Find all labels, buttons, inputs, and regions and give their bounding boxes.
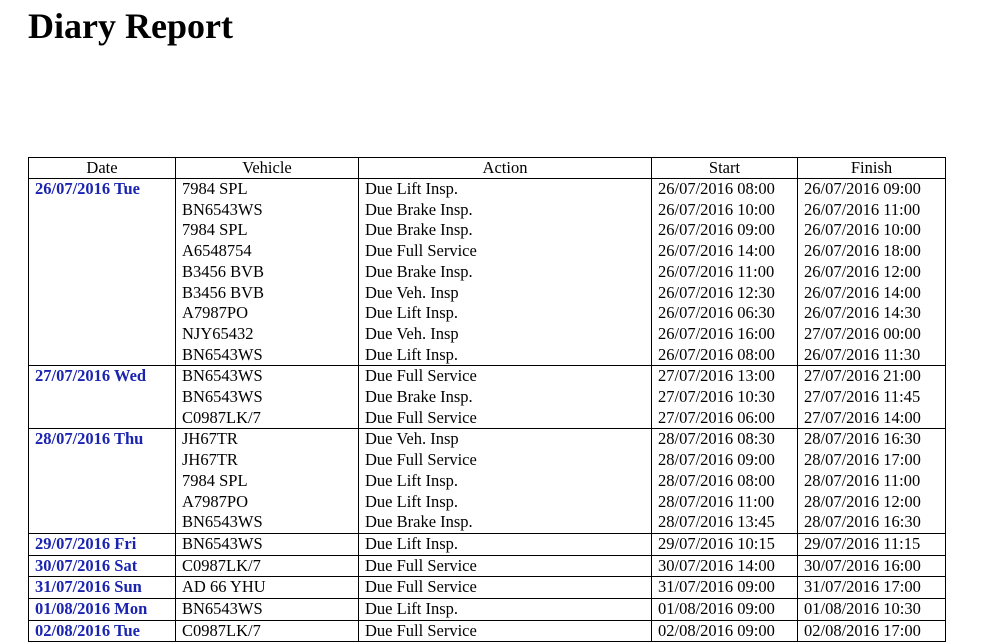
- table-row: [29, 450, 946, 471]
- vehicle-cell: C0987LK/7: [176, 620, 359, 642]
- table-row: [29, 366, 946, 387]
- finish-cell: 26/07/2016 14:30: [798, 303, 946, 324]
- date-cell: [29, 283, 176, 304]
- start-cell: 02/08/2016 09:00: [652, 620, 798, 642]
- table-row: [29, 262, 946, 283]
- start-cell: 26/07/2016 10:00: [652, 200, 798, 221]
- date-cell: 30/07/2016 Sat: [29, 555, 176, 577]
- finish-cell: 28/07/2016 12:00: [798, 492, 946, 513]
- action-cell: Due Full Service: [359, 241, 652, 262]
- start-cell: 26/07/2016 06:30: [652, 303, 798, 324]
- table-row: [29, 303, 946, 324]
- date-cell: [29, 492, 176, 513]
- vehicle-cell: A7987PO: [176, 492, 359, 513]
- start-cell: 28/07/2016 08:00: [652, 471, 798, 492]
- diary-table: [28, 157, 946, 642]
- vehicle-cell: BN6543WS: [176, 345, 359, 366]
- finish-cell: 30/07/2016 16:00: [798, 555, 946, 577]
- date-cell: [29, 241, 176, 262]
- table-row: [29, 387, 946, 408]
- date-cell: 31/07/2016 Sun: [29, 577, 176, 599]
- vehicle-cell: 7984 SPL: [176, 179, 359, 200]
- vehicle-cell: BN6543WS: [176, 599, 359, 621]
- table-row: [29, 345, 946, 366]
- finish-cell: 26/07/2016 11:00: [798, 200, 946, 221]
- finish-cell: 26/07/2016 12:00: [798, 262, 946, 283]
- finish-cell: 28/07/2016 11:00: [798, 471, 946, 492]
- table-row: [29, 555, 946, 577]
- start-cell: 26/07/2016 11:00: [652, 262, 798, 283]
- vehicle-cell: A7987PO: [176, 303, 359, 324]
- vehicle-cell: B3456 BVB: [176, 262, 359, 283]
- vehicle-cell: C0987LK/7: [176, 408, 359, 429]
- start-cell: 26/07/2016 08:00: [652, 345, 798, 366]
- action-cell: Due Brake Insp.: [359, 387, 652, 408]
- date-cell: [29, 450, 176, 471]
- finish-cell: 27/07/2016 11:45: [798, 387, 946, 408]
- finish-cell: 26/07/2016 10:00: [798, 220, 946, 241]
- vehicle-cell: BN6543WS: [176, 512, 359, 533]
- date-cell: [29, 324, 176, 345]
- column-header-action: Action: [359, 158, 652, 179]
- action-cell: Due Full Service: [359, 408, 652, 429]
- table-row: [29, 620, 946, 642]
- date-cell: [29, 512, 176, 533]
- action-cell: Due Brake Insp.: [359, 262, 652, 283]
- vehicle-cell: BN6543WS: [176, 533, 359, 555]
- action-cell: Due Lift Insp.: [359, 345, 652, 366]
- date-cell: 26/07/2016 Tue: [29, 179, 176, 200]
- finish-cell: 28/07/2016 16:30: [798, 512, 946, 533]
- start-cell: 28/07/2016 09:00: [652, 450, 798, 471]
- action-cell: Due Brake Insp.: [359, 512, 652, 533]
- date-cell: 02/08/2016 Tue: [29, 620, 176, 642]
- table-row: [29, 324, 946, 345]
- date-cell: [29, 408, 176, 429]
- finish-cell: 27/07/2016 00:00: [798, 324, 946, 345]
- start-cell: 28/07/2016 08:30: [652, 429, 798, 450]
- start-cell: 26/07/2016 08:00: [652, 179, 798, 200]
- column-header-finish: Finish: [798, 158, 946, 179]
- table-row: [29, 599, 946, 621]
- finish-cell: 26/07/2016 14:00: [798, 283, 946, 304]
- action-cell: Due Lift Insp.: [359, 471, 652, 492]
- finish-cell: 27/07/2016 14:00: [798, 408, 946, 429]
- finish-cell: 29/07/2016 11:15: [798, 533, 946, 555]
- start-cell: 26/07/2016 14:00: [652, 241, 798, 262]
- date-cell: 01/08/2016 Mon: [29, 599, 176, 621]
- vehicle-cell: BN6543WS: [176, 200, 359, 221]
- vehicle-cell: NJY65432: [176, 324, 359, 345]
- finish-cell: 01/08/2016 10:30: [798, 599, 946, 621]
- action-cell: Due Lift Insp.: [359, 599, 652, 621]
- action-cell: Due Full Service: [359, 366, 652, 387]
- action-cell: Due Full Service: [359, 577, 652, 599]
- vehicle-cell: 7984 SPL: [176, 220, 359, 241]
- date-cell: 27/07/2016 Wed: [29, 366, 176, 387]
- table-row: [29, 283, 946, 304]
- table-row: [29, 533, 946, 555]
- finish-cell: 28/07/2016 16:30: [798, 429, 946, 450]
- start-cell: 27/07/2016 06:00: [652, 408, 798, 429]
- header-row: [29, 158, 946, 179]
- action-cell: Due Full Service: [359, 620, 652, 642]
- action-cell: Due Veh. Insp: [359, 324, 652, 345]
- date-cell: [29, 200, 176, 221]
- table-row: [29, 492, 946, 513]
- table-row: [29, 200, 946, 221]
- action-cell: Due Lift Insp.: [359, 179, 652, 200]
- finish-cell: 26/07/2016 18:00: [798, 241, 946, 262]
- table-row: [29, 179, 946, 200]
- start-cell: 30/07/2016 14:00: [652, 555, 798, 577]
- vehicle-cell: C0987LK/7: [176, 555, 359, 577]
- action-cell: Due Full Service: [359, 450, 652, 471]
- table-row: [29, 471, 946, 492]
- vehicle-cell: JH67TR: [176, 450, 359, 471]
- start-cell: 27/07/2016 10:30: [652, 387, 798, 408]
- vehicle-cell: BN6543WS: [176, 366, 359, 387]
- vehicle-cell: B3456 BVB: [176, 283, 359, 304]
- action-cell: Due Brake Insp.: [359, 220, 652, 241]
- action-cell: Due Lift Insp.: [359, 303, 652, 324]
- start-cell: 28/07/2016 13:45: [652, 512, 798, 533]
- column-header-start: Start: [652, 158, 798, 179]
- table-row: [29, 220, 946, 241]
- action-cell: Due Full Service: [359, 555, 652, 577]
- finish-cell: 26/07/2016 09:00: [798, 179, 946, 200]
- vehicle-cell: JH67TR: [176, 429, 359, 450]
- start-cell: 26/07/2016 16:00: [652, 324, 798, 345]
- start-cell: 26/07/2016 09:00: [652, 220, 798, 241]
- start-cell: 28/07/2016 11:00: [652, 492, 798, 513]
- date-cell: [29, 471, 176, 492]
- start-cell: 01/08/2016 09:00: [652, 599, 798, 621]
- date-cell: 29/07/2016 Fri: [29, 533, 176, 555]
- vehicle-cell: A6548754: [176, 241, 359, 262]
- action-cell: Due Brake Insp.: [359, 200, 652, 221]
- page-title: Diary Report: [28, 6, 233, 46]
- action-cell: Due Lift Insp.: [359, 533, 652, 555]
- date-cell: [29, 387, 176, 408]
- table-row: [29, 241, 946, 262]
- start-cell: 27/07/2016 13:00: [652, 366, 798, 387]
- diary-body: [29, 179, 946, 642]
- finish-cell: 28/07/2016 17:00: [798, 450, 946, 471]
- finish-cell: 26/07/2016 11:30: [798, 345, 946, 366]
- action-cell: Due Lift Insp.: [359, 492, 652, 513]
- finish-cell: 31/07/2016 17:00: [798, 577, 946, 599]
- vehicle-cell: 7984 SPL: [176, 471, 359, 492]
- table-row: [29, 408, 946, 429]
- date-cell: [29, 345, 176, 366]
- table-row: [29, 429, 946, 450]
- date-cell: [29, 262, 176, 283]
- date-cell: [29, 303, 176, 324]
- date-cell: 28/07/2016 Thu: [29, 429, 176, 450]
- vehicle-cell: AD 66 YHU: [176, 577, 359, 599]
- start-cell: 31/07/2016 09:00: [652, 577, 798, 599]
- start-cell: 26/07/2016 12:30: [652, 283, 798, 304]
- column-header-date: Date: [29, 158, 176, 179]
- action-cell: Due Veh. Insp: [359, 283, 652, 304]
- date-cell: [29, 220, 176, 241]
- table-row: [29, 512, 946, 533]
- start-cell: 29/07/2016 10:15: [652, 533, 798, 555]
- table-row: [29, 577, 946, 599]
- action-cell: Due Veh. Insp: [359, 429, 652, 450]
- finish-cell: 02/08/2016 17:00: [798, 620, 946, 642]
- finish-cell: 27/07/2016 21:00: [798, 366, 946, 387]
- vehicle-cell: BN6543WS: [176, 387, 359, 408]
- column-header-vehicle: Vehicle: [176, 158, 359, 179]
